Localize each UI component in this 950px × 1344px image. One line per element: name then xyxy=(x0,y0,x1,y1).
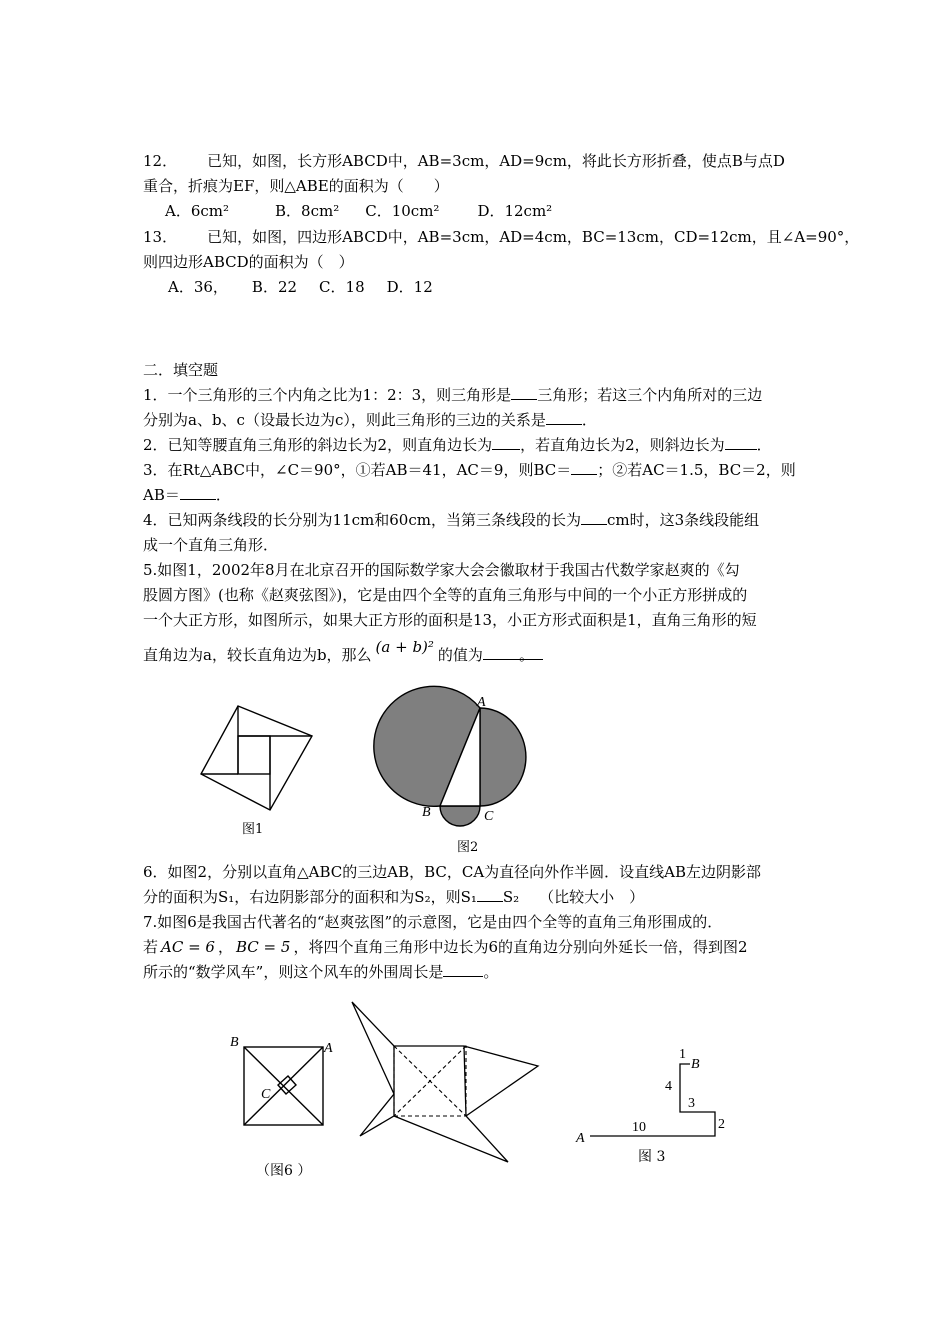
figure-3-label-a: A xyxy=(576,1131,585,1146)
figure-6-caption: （图6 ） xyxy=(256,1163,312,1179)
q12-line2: 重合，折痕为EF，则△ABE的面积为（ ） xyxy=(143,177,449,195)
q13-option-b: B．22 xyxy=(251,278,298,296)
fill-q5-blank[interactable] xyxy=(483,645,519,660)
fill-q5-line1: 5.如图1，2002年8月在北京召开的国际数学家大会会徽取材于我国古代数学家赵爽的《勾 xyxy=(143,561,740,579)
fill-q4-blank[interactable] xyxy=(581,510,607,525)
figure-6-label-b: B xyxy=(230,1035,239,1050)
q12-option-c: C．10cm² xyxy=(365,202,440,220)
q13-option-c: C．18 xyxy=(319,278,365,296)
fill-q6-line1: 6．如图2，分别以直角△ABC的三边AB，BC，CA为直径向外作半圆．设直线AB左边阴影部 xyxy=(143,863,762,881)
fill-q5-expression: (a + b)² xyxy=(375,638,434,656)
figure-2-right-shaded-region xyxy=(480,708,526,806)
fill-q2-blank-2[interactable] xyxy=(725,435,757,450)
fill-q5-line3: 一个大正方形，如图所示，如果大正方形的面积是13，小正方形式面积是1，直角三角形的短 xyxy=(143,611,757,629)
fill-q6-blank[interactable] xyxy=(477,887,503,902)
figure-1-caption: 图1 xyxy=(242,822,264,837)
fill-q7-line2 xyxy=(143,937,748,957)
fill-q1-text-d: ． xyxy=(581,411,597,429)
fill-q1-blank-2[interactable] xyxy=(546,410,582,425)
fill-q1-blank-1[interactable] xyxy=(511,385,537,400)
fill-q4-text-a: 4．已知两条线段的长分别为11cm和60cm，当第三条线段的长为 xyxy=(143,511,581,529)
figure-math-windmill xyxy=(348,996,548,1166)
fill-q4-line1 xyxy=(143,510,759,530)
fill-q5-line4 xyxy=(143,638,543,665)
q13-options xyxy=(168,277,433,297)
q13-line1: 13． 已知，如图，四边形ABCD中，AB=3cm，AD=4cm，BC=13cm，CD=12cm，且∠A=90°， xyxy=(143,228,860,246)
figure-2-bottom-shaded-region xyxy=(440,806,480,826)
figure-6-label-a: A xyxy=(324,1041,333,1056)
fill-q2-text-c: ． xyxy=(756,436,772,454)
fill-q4-line2: 成一个直角三角形． xyxy=(143,536,279,554)
fill-q5-line2: 股圆方图》(也称《赵爽弦图》)，它是由四个全等的直角三角形与中间的一个小正方形拼成的 xyxy=(143,586,748,604)
q12-line1: 12． 已知，如图，长方形ABCD中，AB=3cm，AD=9cm，将此长方形折叠，使点B与点D xyxy=(143,152,785,170)
figure-3-label-1: 1 xyxy=(679,1047,686,1062)
fill-q3-blank-1[interactable] xyxy=(571,460,597,475)
figure-6-label-c: C xyxy=(261,1087,271,1102)
fill-q1-text-a: 1．一个三角形的三个内角之比为1：2：3，则三角形是 xyxy=(143,386,512,404)
fill-q7-line3 xyxy=(143,962,498,982)
fill-q3-line1 xyxy=(143,460,796,480)
fill-q1-line1 xyxy=(143,385,762,405)
figure-2-label-c: C xyxy=(484,809,494,824)
q13-line2: 则四边形ABCD的面积为（ ） xyxy=(143,253,354,271)
fill-q7-text-c: ，将四个直角三角形中边长为6的直角边分别向外延长一倍，得到图2 xyxy=(293,938,748,956)
fill-q7-blank[interactable] xyxy=(443,962,483,977)
fill-q7-text-a: 若 xyxy=(143,938,159,956)
fill-q6-text-b: S₂ xyxy=(502,888,520,906)
figure-3-label-4: 4 xyxy=(665,1079,672,1094)
fill-q6-text-c: （比较大小 ） xyxy=(539,888,645,906)
figure-2-caption: 图2 xyxy=(457,840,479,855)
fill-q2-text-a: 2．已知等腰直角三角形的斜边长为2，则直角边长为 xyxy=(143,436,493,454)
figure-3-label-10: 10 xyxy=(632,1120,646,1135)
figure-3-staircase-path xyxy=(570,1040,730,1146)
fill-q1-line2 xyxy=(143,410,597,430)
figure-6-zhao-shuang-square xyxy=(228,1030,338,1130)
fill-q7-text-d: 所示的“数学风车”，则这个风车的外围周长是 xyxy=(143,963,444,981)
fill-q7-line1: 7.如图6是我国古代著名的“赵爽弦图”的示意图，它是由四个全等的直角三角形围成的． xyxy=(143,913,723,931)
q13-option-a: A．36， xyxy=(168,278,228,296)
fill-q3-text-a: 3．在Rt△ABC中，∠C＝90°，①若AB＝41，AC＝9，则BC＝ xyxy=(143,461,572,479)
fill-q6-text-a: 分的面积为S₁，右边阴影部分的面积和为S₂，则S₁ xyxy=(143,888,477,906)
fill-q1-text-c: 分别为a、b、c（设最长边为c），则此三角形的三边的关系是 xyxy=(143,411,546,429)
fill-q5-text-b: 的值为 xyxy=(437,646,483,664)
fill-q1-text-b: 三角形；若这三个内角所对的三边 xyxy=(537,386,763,404)
fill-q2-text-b: ，若直角边长为2，则斜边长为 xyxy=(520,436,725,454)
fill-q3-text-d: ． xyxy=(215,486,231,504)
figure-3-label-2: 2 xyxy=(718,1117,725,1132)
q13-option-d: D．12 xyxy=(386,278,433,296)
figure-2-label-a: A xyxy=(477,695,486,710)
fill-q4-text-b: cm时，这3条线段能组 xyxy=(606,511,760,529)
fill-q3-text-c: AB＝ xyxy=(143,486,180,504)
fill-q7-text-b: ， xyxy=(217,938,233,956)
fill-q5-suffix: 。 xyxy=(519,645,543,660)
fill-q2-blank-1[interactable] xyxy=(492,435,520,450)
figure-2-label-b: B xyxy=(422,805,431,820)
fill-q2-line xyxy=(143,435,772,455)
fill-q6-line2 xyxy=(143,887,644,907)
q12-option-d: D．12cm² xyxy=(477,202,553,220)
section-title: 二．填空题 xyxy=(143,361,219,379)
fill-q5-text-a: 直角边为a，较长直角边为b，那么 xyxy=(143,646,372,664)
fill-q3-line2 xyxy=(143,485,231,505)
fill-q7-ac: AC = 6 xyxy=(161,938,215,956)
figure-3-label-3: 3 xyxy=(688,1096,695,1111)
fill-q7-text-e: 。 xyxy=(483,963,499,981)
figure-2-semicircles xyxy=(400,692,540,842)
figure-1-zhao-shuang-diagram xyxy=(198,702,318,812)
q12-option-b: B．8cm² xyxy=(275,202,340,220)
q12-options xyxy=(165,201,552,221)
figure-3-label-b: B xyxy=(691,1057,700,1072)
fill-q3-text-b: ；②若AC＝1.5，BC＝2，则 xyxy=(597,461,796,479)
figure-3-caption: 图 3 xyxy=(638,1149,666,1165)
fill-q7-bc: BC = 5 xyxy=(236,938,291,956)
fill-q3-blank-2[interactable] xyxy=(180,485,216,500)
q12-option-a: A．6cm² xyxy=(165,202,230,220)
